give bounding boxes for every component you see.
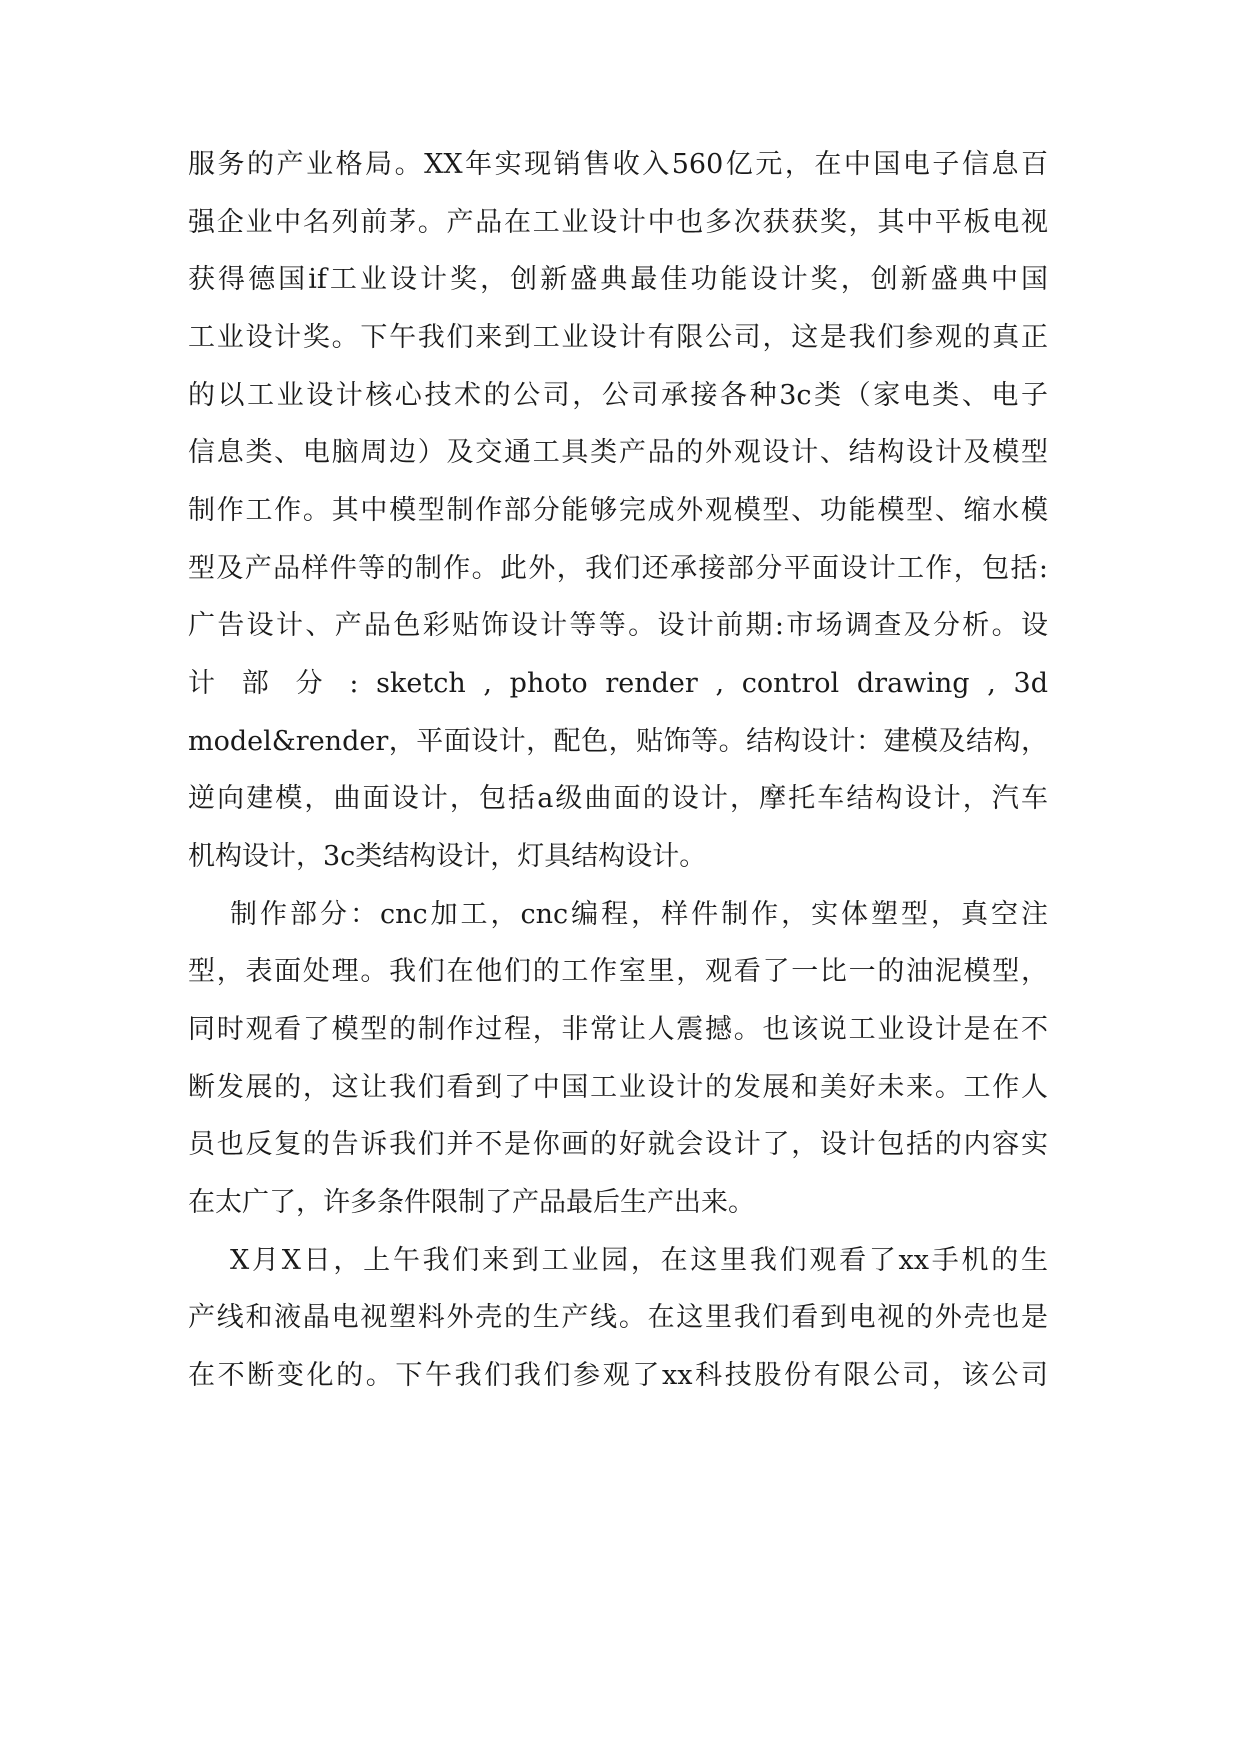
text-line: 获得德国if工业设计奖，创新盛典最佳功能设计奖，创新盛典中国 [188,264,1048,295]
paragraph-first-line: 制作部分：cnc加工，cnc编程，样件制作，实体塑型，真空注 [230,899,1048,930]
text-line: 断发展的，这让我们看到了中国工业设计的发展和美好未来。工作人 [188,1072,1048,1103]
paragraph-first-line: X月X日，上午我们来到工业园，在这里我们观看了xx手机的生 [230,1245,1048,1276]
text-line: 广告设计、产品色彩贴饰设计等等。设计前期:市场调查及分析。设 [188,610,1048,641]
text-line: 员也反复的告诉我们并不是你画的好就会设计了，设计包括的内容实 [188,1129,1048,1160]
text-line: 同时观看了模型的制作过程，非常让人震撼。也该说工业设计是在不 [188,1014,1048,1045]
text-line: 服务的产业格局。XX年实现销售收入560亿元，在中国电子信息百 [188,149,1048,180]
text-line: 型及产品样件等的制作。此外，我们还承接部分平面设计工作，包括: [188,553,1048,584]
text-line: 计 部 分 : sketch , photo render , control drawing , 3d [188,668,1048,699]
text-line: 产线和液晶电视塑料外壳的生产线。在这里我们看到电视的外壳也是 [188,1302,1048,1333]
text-line: 机构设计，3c类结构设计，灯具结构设计。 [188,841,707,872]
text-line: 信息类、电脑周边）及交通工具类产品的外观设计、结构设计及模型 [188,437,1048,468]
text-line: 在不断变化的。下午我们我们参观了xx科技股份有限公司，该公司 [188,1360,1048,1391]
text-line: 的以工业设计核心技术的公司，公司承接各种3c类（家电类、电子 [188,380,1048,411]
text-line: model&render，平面设计，配色，贴饰等。结构设计：建模及结构， [188,726,1048,757]
text-line: 强企业中名列前茅。产品在工业设计中也多次获获奖，其中平板电视 [188,207,1048,238]
text-line: 工业设计奖。下午我们来到工业设计有限公司，这是我们参观的真正 [188,322,1048,353]
text-line: 在太广了，许多条件限制了产品最后生产出来。 [188,1187,755,1218]
text-line: 制作工作。其中模型制作部分能够完成外观模型、功能模型、缩水模 [188,495,1048,526]
text-line: 逆向建模，曲面设计，包括a级曲面的设计，摩托车结构设计，汽车 [188,783,1048,814]
text-line: 型，表面处理。我们在他们的工作室里，观看了一比一的油泥模型， [188,956,1048,987]
